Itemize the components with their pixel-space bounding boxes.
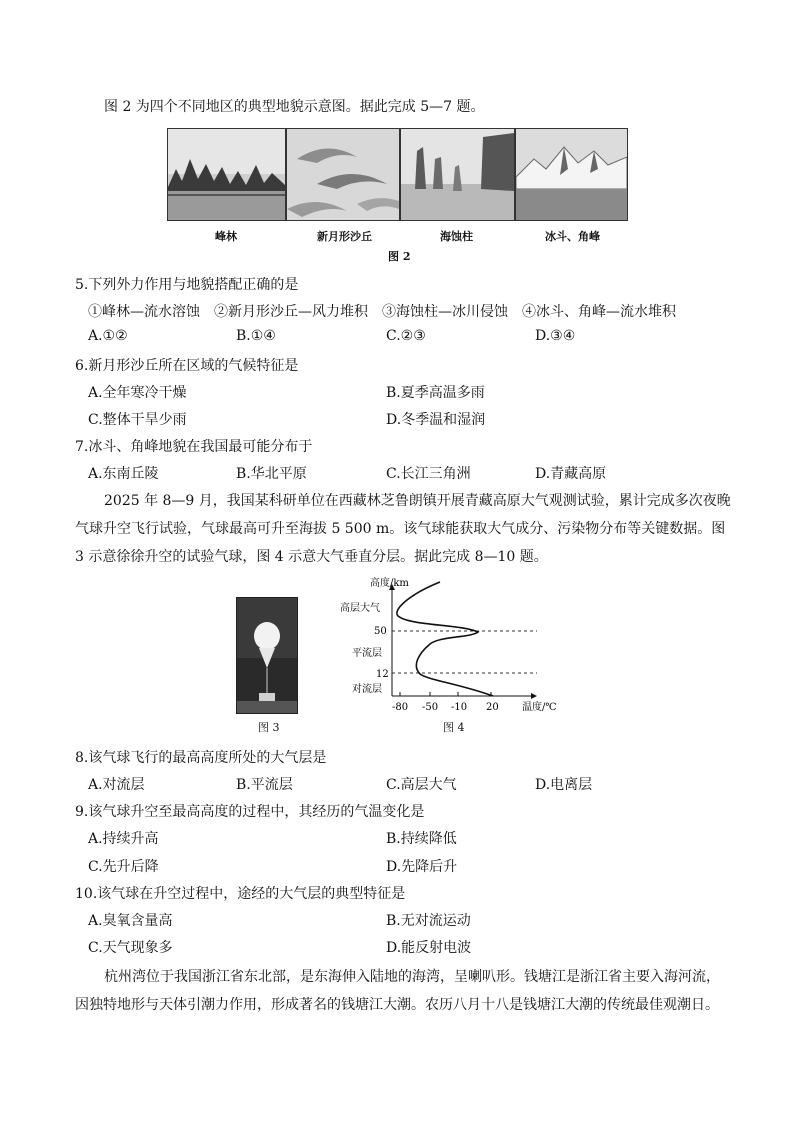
q6-option-b[interactable]: B.夏季高温多雨 [386, 385, 485, 401]
x-axis-label: 温度/℃ [522, 702, 557, 713]
q10-option-a[interactable]: A.臭氧含量高 [88, 913, 173, 929]
q9-option-a[interactable]: A.持续升高 [88, 831, 159, 847]
caption-barchan-dune: 新月形沙丘 [317, 230, 372, 243]
x-tick-20: 20 [486, 702, 499, 713]
q10-option-b[interactable]: B.无对流运动 [386, 913, 471, 929]
q7-option-c[interactable]: C.长江三角洲 [386, 466, 471, 482]
q6-option-a[interactable]: A.全年寒冷干燥 [88, 385, 187, 401]
q5-option-d[interactable]: D.③④ [535, 328, 576, 344]
q8-option-a[interactable]: A.对流层 [88, 777, 145, 793]
y-axis-label: 高度/km [370, 578, 409, 589]
figure-4-diagram [340, 576, 572, 736]
layer-label-stratosphere: 平流层 [352, 648, 382, 659]
q7-option-d[interactable]: D.青藏高原 [535, 466, 607, 482]
photo-sea-stack [400, 128, 515, 221]
q5-option-a[interactable]: A.①② [88, 328, 128, 344]
intro-q8-10-line2: 气球升空飞行试验，气球最高可升至海拔 5 500 m。该气球能获取大气成分、污染物分布等关键数据。图 [75, 521, 726, 537]
q8-option-c[interactable]: C.高层大气 [386, 777, 457, 793]
caption-sea-stack: 海蚀柱 [440, 230, 473, 243]
q8-option-b[interactable]: B.平流层 [236, 777, 293, 793]
q6-option-d[interactable]: D.冬季温和湿润 [386, 412, 486, 428]
y-tick-50: 50 [374, 626, 387, 637]
x-axis-arrow [531, 693, 537, 699]
q10-option-c[interactable]: C.天气现象多 [88, 940, 173, 956]
q8-stem: 8.该气球飞行的最高高度所处的大气层是 [75, 750, 327, 766]
q9-option-b[interactable]: B.持续降低 [386, 831, 457, 847]
q9-option-d[interactable]: D.先降后升 [386, 859, 458, 875]
photo-peak-forest [167, 128, 286, 221]
q10-stem: 10.该气球在升空过程中，途经的大气层的典型特征是 [75, 886, 406, 902]
x-tick-minus80: -80 [392, 702, 409, 713]
figure-3-label: 图 3 [258, 721, 280, 734]
q5-option-b[interactable]: B.①④ [236, 328, 276, 344]
y-tick-12: 12 [376, 669, 389, 680]
photo-barchan-dune [286, 128, 400, 221]
intro-q8-10-line3: 3 示意徐徐升空的试验气球，图 4 示意大气垂直分层。据此完成 8—10 题。 [75, 549, 548, 565]
q6-stem: 6.新月形沙丘所在区域的气候特征是 [75, 358, 299, 374]
q5-statements: ①峰林—流水溶蚀 ②新月形沙丘—风力堆积 ③海蚀柱—冰川侵蚀 ④冰斗、角峰—流水堆积 [88, 304, 676, 320]
q9-option-c[interactable]: C.先升后降 [88, 859, 159, 875]
layer-label-troposphere: 对流层 [352, 684, 382, 695]
intro-q5-7: 图 2 为四个不同地区的典型地貌示意图。据此完成 5—7 题。 [104, 99, 485, 115]
layer-label-upper: 高层大气 [340, 603, 380, 614]
photo-cirque-horn [515, 128, 628, 221]
caption-peak-forest: 峰林 [215, 230, 237, 243]
q7-option-b[interactable]: B.华北平原 [236, 466, 307, 482]
intro-q8-10-line1: 2025 年 8—9 月，我国某科研单位在西藏林芝鲁朗镇开展青藏高原大气观测试验，累计完成多次夜晚 [104, 493, 731, 509]
intro-hangzhou-line1: 杭州湾位于我国浙江省东北部，是东海伸入陆地的海湾，呈喇叭形。钱塘江是浙江省主要入海河流， [104, 969, 720, 985]
x-tick-minus50: -50 [422, 702, 439, 713]
temperature-curve [397, 582, 493, 696]
q9-stem: 9.该气球升空至最高高度的过程中，其经历的气温变化是 [75, 804, 425, 820]
q7-stem: 7.冰斗、角峰地貌在我国最可能分布于 [75, 439, 313, 455]
q8-option-d[interactable]: D.电离层 [535, 777, 593, 793]
q7-option-a[interactable]: A.东南丘陵 [88, 466, 159, 482]
x-tick-minus10: -10 [451, 702, 468, 713]
q5-option-c[interactable]: C.②③ [386, 328, 426, 344]
figure-4-label: 图 4 [443, 721, 465, 734]
photo-balloon [236, 597, 298, 714]
q5-stem: 5.下列外力作用与地貌搭配正确的是 [75, 277, 299, 293]
caption-cirque-horn: 冰斗、角峰 [545, 230, 600, 243]
intro-hangzhou-line2: 因独特地形与天体引潮力作用，形成著名的钱塘江大潮。农历八月十八是钱塘江大潮的传统最佳观潮日。 [75, 997, 719, 1013]
q6-option-c[interactable]: C.整体干旱少雨 [88, 412, 187, 428]
figure-2-label: 图 2 [388, 250, 411, 263]
q10-option-d[interactable]: D.能反射电波 [386, 940, 472, 956]
